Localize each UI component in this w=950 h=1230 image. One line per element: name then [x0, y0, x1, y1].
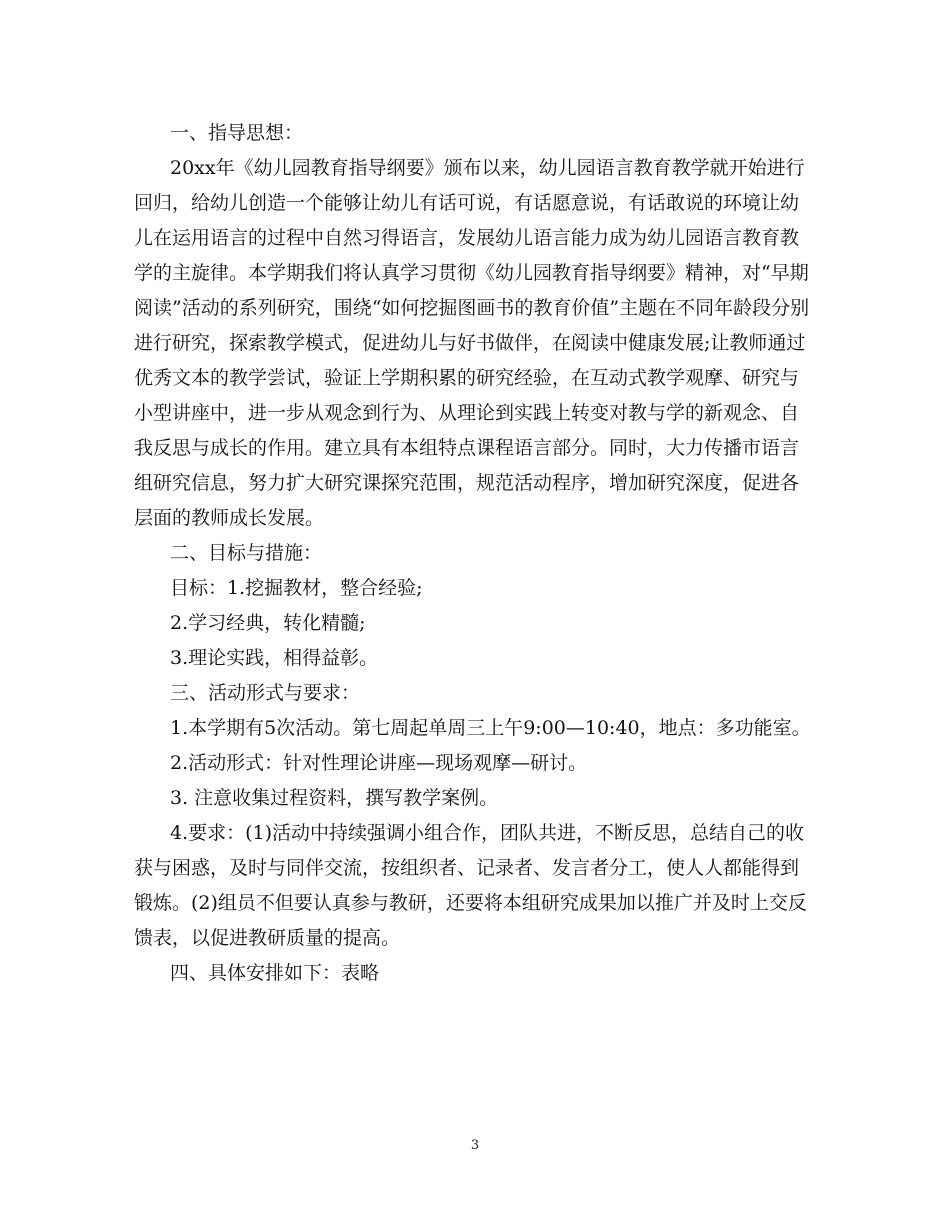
- text-line: 4.要求：(1)活动中持续强调小组合作，团队共进，不断反思，总结自己的收: [170, 822, 805, 844]
- text-line: 小型讲座中，进一步从观念到行为、从理论到实践上转变对教与学的新观念、自: [134, 402, 800, 424]
- text-line: 2.活动形式：针对性理论讲座—现场观摩—研讨。: [170, 752, 588, 774]
- text-line: 层面的教师成长发展。: [134, 507, 325, 529]
- text-line: 1.本学期有5次活动。第七周起单周三上午9:00—10:40，地点：多功能室。: [170, 717, 811, 739]
- list-item: [170, 781, 810, 816]
- list-item: [170, 571, 810, 606]
- document-body: [134, 116, 811, 991]
- text-line: 获与困惑，及时与同伴交流，按组织者、记录者、发言者分工，使人人都能得到: [134, 857, 800, 879]
- section-heading: [170, 116, 810, 151]
- list-item: [170, 711, 810, 746]
- text-line: 馈表，以促进教研质量的提高。: [134, 927, 401, 949]
- section-heading: [170, 956, 810, 991]
- text-line: 学的主旋律。本学期我们将认真学习贯彻《幼儿园教育指导纲要》精神，对“早期: [134, 262, 809, 284]
- text-line: 三、活动形式与要求：: [170, 682, 361, 704]
- paragraph: [134, 151, 810, 536]
- text-line: 儿在运用语言的过程中自然习得语言，发展幼儿语言能力成为幼儿园语言教育教: [134, 227, 800, 249]
- list-item: [170, 641, 810, 676]
- text-line: 阅读”活动的系列研究，围绕“如何挖掘图画书的教育价值”主题在不同年龄段分别: [134, 297, 810, 319]
- page-number: 3: [470, 1138, 480, 1153]
- text-line: 四、具体安排如下：表略: [170, 962, 380, 984]
- text-line: 二、目标与措施：: [170, 542, 323, 564]
- list-item: [170, 746, 810, 781]
- section-heading: [170, 676, 810, 711]
- text-line: 3. 注意收集过程资料，撰写教学案例。: [170, 787, 499, 809]
- text-line: 锻炼。(2)组员不但要认真参与教研，还要将本组研究成果加以推广并及时上交反: [134, 892, 807, 914]
- text-line: 我反思与成长的作用。建立具有本组特点课程语言部分。同时，大力传播市语言: [134, 437, 800, 459]
- text-line: 目标：1.挖掘教材，整合经验;: [170, 577, 423, 599]
- text-line: 3.理论实践，相得益彰。: [170, 647, 379, 669]
- list-item: [170, 606, 810, 641]
- paragraph: [134, 816, 810, 956]
- section-heading: [170, 536, 810, 571]
- text-line: 一、指导思想：: [170, 122, 304, 144]
- text-line: 组研究信息，努力扩大研究课探究范围，规范活动程序，增加研究深度，促进各: [134, 472, 800, 494]
- text-line: 20xx年《幼儿园教育指导纲要》颁布以来，幼儿园语言教育教学就开始进行: [170, 157, 805, 179]
- text-line: 优秀文本的教学尝试，验证上学期积累的研究经验，在互动式教学观摩、研究与: [134, 367, 800, 389]
- text-line: 进行研究，探索教学模式，促进幼儿与好书做伴，在阅读中健康发展;让教师通过: [134, 332, 806, 354]
- text-line: 回归，给幼儿创造一个能够让幼儿有话可说，有话愿意说，有话敢说的环境让幼: [134, 192, 800, 214]
- text-line: 2.学习经典，转化精髓;: [170, 612, 366, 634]
